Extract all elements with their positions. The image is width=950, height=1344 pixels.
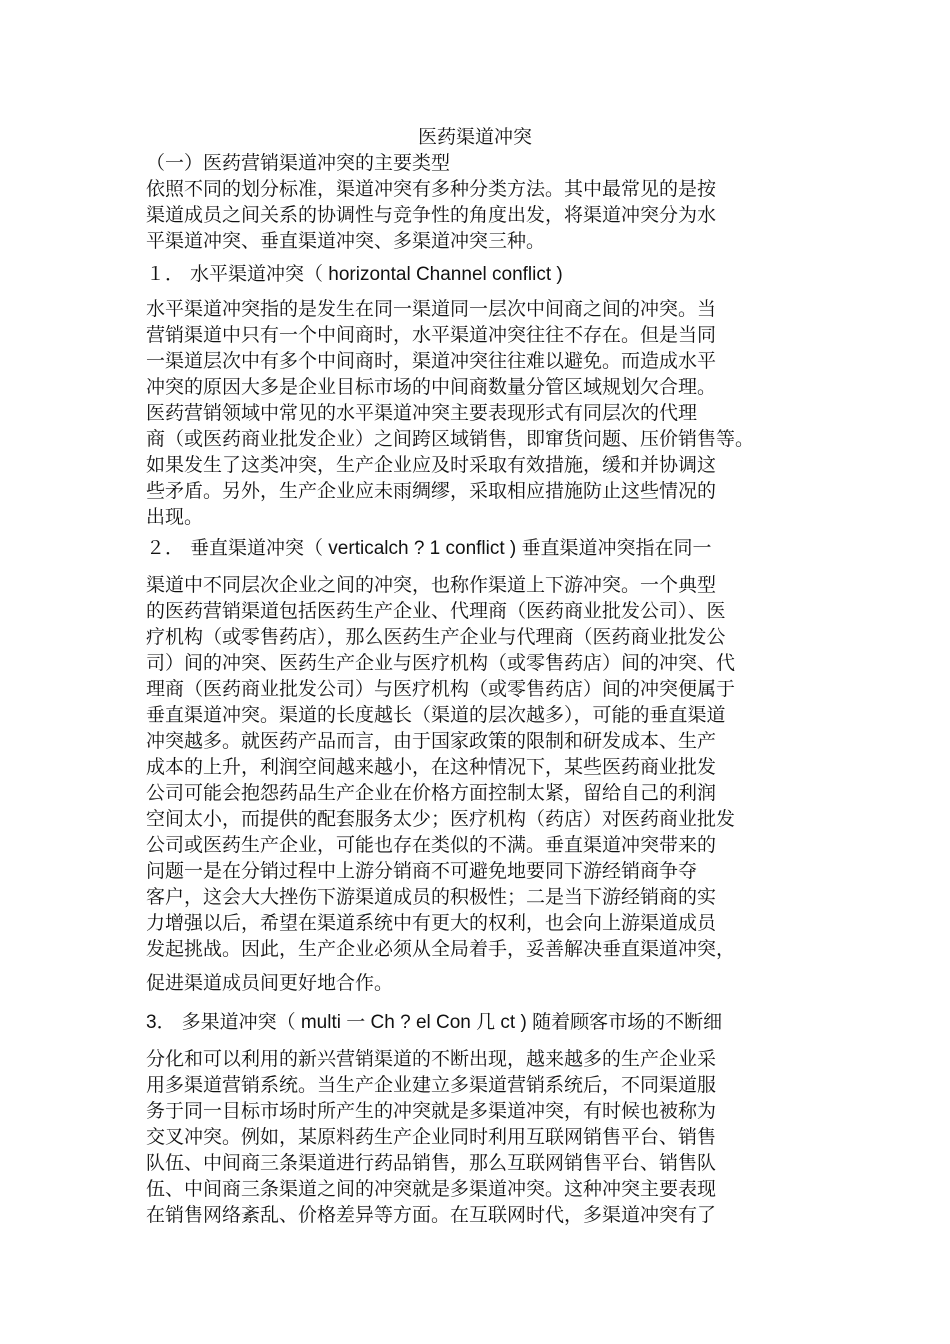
section-1-line: 出现。 [146, 506, 204, 528]
section-2-line: 司）间的冲突、医药生产企业与医疗机构（或零售药店）间的冲突、代 [146, 652, 736, 674]
section-3-line: 交叉冲突。例如，某原料药生产企业同时利用互联网销售平台、销售 [146, 1126, 717, 1148]
section-3-line: 务于同一目标市场时所产生的冲突就是多渠道冲突，有时候也被称为 [146, 1100, 717, 1122]
section-1-line: 营销渠道中只有一个中间商时，水平渠道冲突往往不存在。但是当同 [146, 324, 717, 346]
section-2-line: 力增强以后，希望在渠道系统中有更大的权利，也会向上游渠道成员 [146, 912, 717, 934]
section-3-line: 伍、中间商三条渠道之间的冲突就是多渠道冲突。这种冲突主要表现 [146, 1178, 717, 1200]
section-1-line: 水平渠道冲突指的是发生在同一渠道同一层次中间商之间的冲突。当 [146, 298, 717, 320]
section-2-line: 公司可能会抱怨药品生产企业在价格方面控制太紧，留给自己的利润 [146, 782, 717, 804]
section-1-line: 冲突的原因大多是企业目标市场的中间商数量分管区域规划欠合理。 [146, 376, 717, 398]
section-2-line: 的医药营销渠道包括医药生产企业、代理商（医药商业批发公司）、医 [146, 600, 726, 622]
intro-line: 渠道成员之间关系的协调性与竞争性的角度出发，将渠道冲突分为水 [146, 204, 717, 226]
section-2-tail: 促进渠道成员间更好地合作。 [146, 972, 394, 994]
section-1-line: 一渠道层次中有多个中间商时，渠道冲突往往难以避免。而造成水平 [146, 350, 717, 372]
intro-line: 平渠道冲突、垂直渠道冲突、多渠道冲突三种。 [146, 230, 546, 252]
document-title: 医药渠道冲突 [417, 126, 532, 148]
section-3-line: 队伍、中间商三条渠道进行药品销售，那么互联网销售平台、销售队 [146, 1152, 717, 1174]
section-1-line: 如果发生了这类冲突，生产企业应及时采取有效措施，缓和并协调这 [146, 454, 717, 476]
section-3-heading [146, 1010, 722, 1036]
section-2-line: 渠道中不同层次企业之间的冲突，也称作渠道上下游冲突。一个典型 [146, 574, 717, 596]
section-2-line: 客户，这会大大挫伤下游渠道成员的积极性；二是当下游经销商的实 [146, 886, 717, 908]
section-1-line: 些矛盾。另外，生产企业应未雨绸缪，采取相应措施防止这些情况的 [146, 480, 717, 502]
section-3-line: 在销售网络紊乱、价格差异等方面。在互联网时代，多渠道冲突有了 [146, 1204, 717, 1226]
section-2-heading-text: 垂直渠道冲突（ verticalch ? 1 conflict ) 垂直渠道冲突指在同一 [190, 538, 712, 559]
section-1-heading-text: 水平渠道冲突（ horizontal Channel conflict ) [190, 264, 563, 285]
section-2-line: 公司或医药生产企业，可能也存在类似的不满。垂直渠道冲突带来的 [146, 834, 717, 856]
section-2-line: 问题一是在分销过程中上游分销商不可避免地要同下游经销商争夺 [146, 860, 698, 882]
section-subtitle: （一）医药营销渠道冲突的主要类型 [146, 152, 451, 174]
section-2-heading [146, 536, 712, 562]
intro-line: 依照不同的划分标准，渠道冲突有多种分类方法。其中最常见的是按 [146, 178, 717, 200]
section-2-line: 空间太小，而提供的配套服务太少；医疗机构（药店）对医药商业批发 [146, 808, 736, 830]
section-1-line: 医药营销领域中常见的水平渠道冲突主要表现形式有同层次的代理 [146, 402, 698, 424]
section-1-number: １． [146, 264, 185, 285]
section-2-line: 垂直渠道冲突。渠道的长度越长（渠道的层次越多），可能的垂直渠道 [146, 704, 726, 726]
section-1-heading [146, 262, 563, 288]
section-2-line: 发起挑战。因此，生产企业必须从全局着手，妥善解决垂直渠道冲突， [146, 938, 736, 960]
section-3-heading-text: 多果道冲突（ multi 一 Ch ? el Con 几 ct ) 随着顾客市场的不断细 [181, 1012, 723, 1033]
section-3-number: 3． [146, 1012, 176, 1033]
section-2-number: ２． [146, 538, 185, 559]
section-2-line: 疗机构（或零售药店），那么医药生产企业与代理商（医药商业批发公 [146, 626, 726, 648]
section-3-line: 用多渠道营销系统。当生产企业建立多渠道营销系统后，不同渠道服 [146, 1074, 717, 1096]
section-2-line: 理商（医药商业批发公司）与医疗机构（或零售药店）间的冲突便属于 [146, 678, 736, 700]
section-1-line: 商（或医药商业批发企业）之间跨区域销售，即窜货问题、压价销售等。 [146, 428, 755, 450]
section-2-line: 冲突越多。就医药产品而言，由于国家政策的限制和研发成本、生产 [146, 730, 717, 752]
section-3-line: 分化和可以利用的新兴营销渠道的不断出现，越来越多的生产企业采 [146, 1048, 717, 1070]
section-2-line: 成本的上升，利润空间越来越小，在这种情况下，某些医药商业批发 [146, 756, 717, 778]
